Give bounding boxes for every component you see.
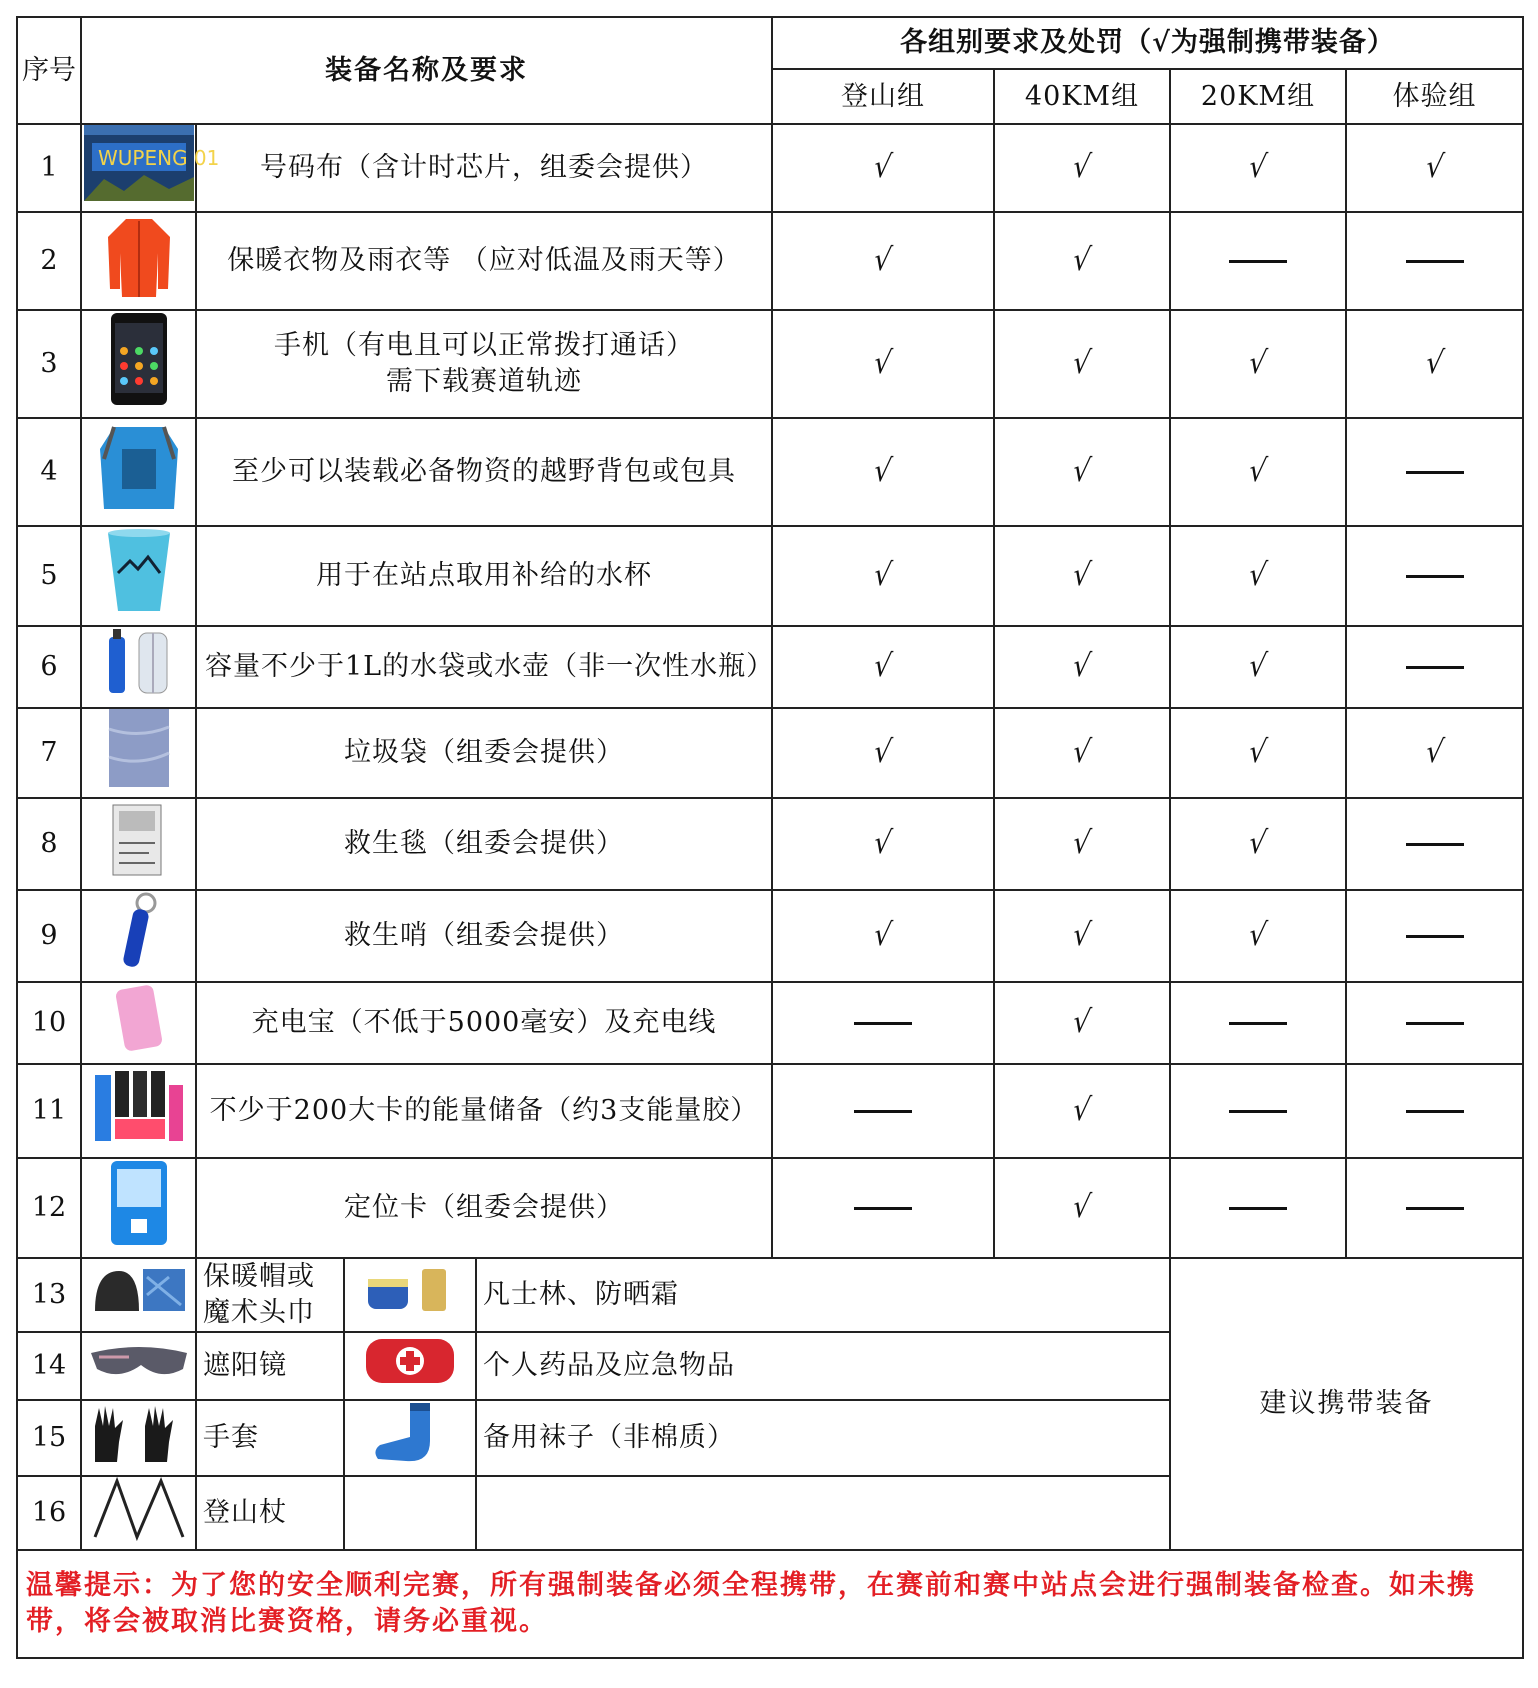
- not-required-dash: [1229, 1110, 1287, 1113]
- not-required-dash: [1406, 666, 1464, 669]
- suggested-equipment-label: 建议携带装备: [1170, 1258, 1523, 1550]
- equipment-name: [196, 1158, 772, 1258]
- emergency-blanket-icon: [82, 799, 195, 889]
- mark-experience: [1346, 890, 1523, 982]
- equipment-image: [81, 626, 196, 708]
- not-required-dash: [1229, 1022, 1287, 1025]
- mark-20km: [1170, 798, 1346, 890]
- not-required-dash: [1406, 471, 1464, 474]
- mark-climbing: [772, 124, 994, 212]
- equipment-name: [196, 526, 772, 626]
- equipment-name-text: 救生毯（组委会提供）: [344, 828, 624, 859]
- mark-experience: [1346, 124, 1523, 212]
- equipment-row: [17, 310, 1523, 418]
- check-mark-icon: √: [1246, 825, 1270, 862]
- equipment-name-note: 需下载赛道轨迹: [386, 366, 582, 397]
- equipment-name: [196, 310, 772, 418]
- whistle-icon: [82, 891, 195, 981]
- suggested-image: [81, 1400, 196, 1476]
- energy-gel-icon: [82, 1065, 195, 1157]
- mark-climbing: [772, 1158, 994, 1258]
- equipment-row: [17, 626, 1523, 708]
- row-number: 4: [17, 418, 81, 526]
- mark-experience: [1346, 626, 1523, 708]
- equipment-image: [81, 124, 219, 212]
- equipment-image: [81, 1064, 196, 1158]
- row-number: 10: [17, 982, 81, 1064]
- equipment-name-text: 定位卡（组委会提供）: [344, 1192, 624, 1223]
- equipment-row: [17, 1158, 1523, 1258]
- equipment-name: [196, 124, 772, 212]
- suggested-image: [81, 1258, 196, 1332]
- mark-20km: [1170, 626, 1346, 708]
- mark-20km: [1170, 982, 1346, 1064]
- mark-20km: [1170, 212, 1346, 310]
- equipment-name-text: 至少可以装载必备物资的越野背包或包具: [232, 456, 736, 487]
- jacket-icon: [82, 213, 195, 309]
- suggested-name: 遮阳镜: [196, 1332, 344, 1400]
- mark-20km: [1170, 124, 1346, 212]
- equipment-name-text: 垃圾袋（组委会提供）: [344, 737, 624, 768]
- mark-40km: [994, 418, 1170, 526]
- suggested-image: [81, 1476, 196, 1550]
- equipment-name: [196, 212, 772, 310]
- equipment-name: [196, 626, 775, 708]
- item-header: 装备名称及要求: [81, 17, 772, 124]
- check-mark-icon: √: [1070, 917, 1094, 954]
- suggested-name: 凡士林、防晒霜: [476, 1258, 1170, 1332]
- gloves-icon: [82, 1402, 195, 1474]
- not-required-dash: [854, 1207, 912, 1210]
- mark-experience: [1346, 1158, 1523, 1258]
- equipment-image: [81, 708, 196, 798]
- equipment-row: [17, 708, 1523, 798]
- check-mark-icon: √: [871, 917, 895, 954]
- mark-climbing: [772, 526, 994, 626]
- trekking-poles-icon: [82, 1477, 195, 1549]
- check-mark-icon: √: [1246, 557, 1270, 594]
- not-required-dash: [854, 1022, 912, 1025]
- mark-climbing: [772, 982, 994, 1064]
- equipment-image: [81, 212, 196, 310]
- equipment-name-text: 救生哨（组委会提供）: [344, 920, 624, 951]
- row-number: 8: [17, 798, 81, 890]
- check-mark-icon: √: [871, 149, 895, 186]
- check-mark-icon: √: [1423, 149, 1446, 186]
- group-header-20km: 20KM组: [1170, 69, 1346, 124]
- mark-climbing: [772, 626, 994, 708]
- mark-40km: [994, 310, 1170, 418]
- mark-climbing: [772, 418, 994, 526]
- svg-text:WUPENG 01: WUPENG 01: [97, 146, 219, 170]
- row-number: 1: [17, 124, 81, 212]
- mark-40km: [994, 798, 1170, 890]
- mark-40km: [994, 526, 1170, 626]
- mark-20km: [1170, 526, 1346, 626]
- check-mark-icon: √: [1070, 1189, 1094, 1226]
- suggested-name: 备用袜子（非棉质）: [476, 1400, 1170, 1476]
- race-bib-icon: [82, 125, 219, 211]
- not-required-dash: [1229, 260, 1287, 263]
- check-mark-icon: √: [871, 345, 895, 382]
- mark-experience: [1346, 708, 1523, 798]
- not-required-dash: [1406, 843, 1464, 846]
- equipment-image: [81, 982, 196, 1064]
- row-number: 14: [17, 1332, 81, 1400]
- row-number: 16: [17, 1476, 81, 1550]
- mark-20km: [1170, 708, 1346, 798]
- equipment-name: [196, 1064, 772, 1158]
- row-number: 13: [17, 1258, 81, 1332]
- equipment-row: [17, 982, 1523, 1064]
- equipment-row: [17, 1064, 1523, 1158]
- equipment-image: [81, 310, 196, 418]
- power-bank-icon: [82, 983, 195, 1063]
- mark-climbing: [772, 1064, 994, 1158]
- group-header-40km: 40KM组: [994, 69, 1170, 124]
- groups-title: 各组别要求及处罚（√为强制携带装备）: [772, 17, 1523, 69]
- seq-header: 序号: [17, 17, 81, 124]
- mark-experience: [1346, 526, 1523, 626]
- row-number: 15: [17, 1400, 81, 1476]
- mark-20km: [1170, 890, 1346, 982]
- equipment-name-text: 容量不少于1L的水袋或水壶（非一次性水瓶）: [205, 651, 775, 682]
- mark-climbing: [772, 310, 994, 418]
- not-required-dash: [1229, 1207, 1287, 1210]
- check-mark-icon: √: [871, 242, 895, 279]
- warning-notice: 温馨提示：为了您的安全顺利完赛，所有强制装备必须全程携带，在赛前和赛中站点会进行强制装备检查。如未携带，将会被取消比赛资格，请务必重视。: [17, 1550, 1523, 1658]
- row-number: 2: [17, 212, 81, 310]
- suggested-row: [17, 1258, 1523, 1332]
- equipment-name: [196, 890, 772, 982]
- equipment-name: [196, 708, 772, 798]
- sunscreen-icon: [345, 1265, 475, 1325]
- check-mark-icon: √: [1423, 734, 1446, 771]
- mark-climbing: [772, 890, 994, 982]
- not-required-dash: [1406, 1022, 1464, 1025]
- gps-card-icon: [82, 1159, 195, 1257]
- check-mark-icon: √: [1246, 453, 1270, 490]
- suggested-image: [344, 1332, 476, 1400]
- equipment-name: [196, 418, 772, 526]
- mark-40km: [994, 890, 1170, 982]
- equipment-image: [81, 1158, 196, 1258]
- suggested-image: [344, 1400, 476, 1476]
- row-number: 11: [17, 1064, 81, 1158]
- check-mark-icon: √: [1246, 648, 1270, 685]
- check-mark-icon: √: [1423, 345, 1446, 382]
- mark-experience: [1346, 418, 1523, 526]
- equipment-image: [81, 526, 196, 626]
- row-number: 7: [17, 708, 81, 798]
- beanie-icon: [82, 1265, 195, 1325]
- mark-20km: [1170, 418, 1346, 526]
- not-required-dash: [1406, 935, 1464, 938]
- row-number: 9: [17, 890, 81, 982]
- check-mark-icon: √: [1246, 345, 1270, 382]
- check-mark-icon: √: [1070, 149, 1094, 186]
- mark-experience: [1346, 212, 1523, 310]
- equipment-row: [17, 212, 1523, 310]
- suggested-name: 登山杖: [196, 1476, 344, 1550]
- row-number: 3: [17, 310, 81, 418]
- equipment-name-text: 用于在站点取用补给的水杯: [316, 560, 652, 591]
- equipment-row: [17, 418, 1523, 526]
- check-mark-icon: √: [1246, 917, 1270, 954]
- equipment-name: [196, 982, 772, 1064]
- equipment-image: [81, 798, 196, 890]
- equipment-image: [81, 418, 196, 526]
- not-required-dash: [1406, 1110, 1464, 1113]
- check-mark-icon: √: [871, 557, 895, 594]
- suggested-image: [81, 1332, 196, 1400]
- equipment-name-text: 保暖衣物及雨衣等 （应对低温及雨天等）: [227, 245, 741, 276]
- group-header-experience: 体验组: [1346, 69, 1523, 124]
- check-mark-icon: √: [1070, 1004, 1094, 1041]
- mark-20km: [1170, 1064, 1346, 1158]
- check-mark-icon: √: [1070, 453, 1094, 490]
- backpack-icon: [82, 419, 195, 525]
- water-bottle-icon: [82, 627, 195, 707]
- mark-40km: [994, 212, 1170, 310]
- check-mark-icon: √: [1070, 242, 1094, 279]
- suggested-name: 保暖帽或魔术头巾: [196, 1258, 344, 1332]
- check-mark-icon: √: [871, 825, 895, 862]
- row-number: 6: [17, 626, 81, 708]
- mark-experience: [1346, 982, 1523, 1064]
- mark-40km: [994, 1158, 1170, 1258]
- mark-experience: [1346, 1064, 1523, 1158]
- equipment-name-text: 号码布（含计时芯片，组委会提供）: [260, 152, 708, 183]
- mark-experience: [1346, 310, 1523, 418]
- check-mark-icon: √: [871, 453, 895, 490]
- mark-climbing: [772, 212, 994, 310]
- mark-climbing: [772, 708, 994, 798]
- mark-40km: [994, 626, 1170, 708]
- check-mark-icon: √: [871, 734, 895, 771]
- check-mark-icon: √: [1070, 825, 1094, 862]
- equipment-table: [16, 16, 1524, 1659]
- suggested-image: [344, 1476, 476, 1550]
- equipment-image: [81, 890, 196, 982]
- not-required-dash: [1406, 260, 1464, 263]
- equipment-row: [17, 124, 1523, 212]
- sock-icon: [345, 1401, 475, 1475]
- equipment-name-text: 不少于200大卡的能量储备（约3支能量胶）: [209, 1095, 759, 1126]
- not-required-dash: [1406, 575, 1464, 578]
- equipment-row: [17, 526, 1523, 626]
- first-aid-kit-icon: [345, 1333, 475, 1399]
- sunglasses-icon: [82, 1339, 195, 1393]
- check-mark-icon: √: [1070, 345, 1094, 382]
- equipment-name: [196, 798, 772, 890]
- mark-experience: [1346, 798, 1523, 890]
- mark-20km: [1170, 310, 1346, 418]
- mark-40km: [994, 1064, 1170, 1158]
- row-number: 5: [17, 526, 81, 626]
- phone-icon: [82, 311, 195, 417]
- mark-40km: [994, 708, 1170, 798]
- not-required-dash: [854, 1110, 912, 1113]
- equipment-row: [17, 890, 1523, 982]
- equipment-name-text: 充电宝（不低于5000毫安）及充电线: [251, 1007, 717, 1038]
- check-mark-icon: √: [1070, 648, 1094, 685]
- mark-40km: [994, 982, 1170, 1064]
- row-number: 12: [17, 1158, 81, 1258]
- suggested-image: [344, 1258, 476, 1332]
- mark-climbing: [772, 798, 994, 890]
- cup-icon: [82, 527, 195, 625]
- equipment-row: [17, 798, 1523, 890]
- check-mark-icon: √: [1070, 1092, 1094, 1129]
- suggested-name: 个人药品及应急物品: [476, 1332, 1170, 1400]
- check-mark-icon: √: [1070, 557, 1094, 594]
- suggested-name: 手套: [196, 1400, 344, 1476]
- check-mark-icon: √: [1246, 734, 1270, 771]
- trash-bag-icon: [82, 709, 195, 797]
- check-mark-icon: √: [1070, 734, 1094, 771]
- check-mark-icon: √: [1246, 149, 1270, 186]
- suggested-name: [476, 1476, 1170, 1550]
- equipment-name-text: 手机（有电且可以正常拨打通话）: [274, 330, 694, 361]
- check-mark-icon: √: [871, 648, 895, 685]
- mark-40km: [994, 124, 1170, 212]
- group-header-climbing: 登山组: [772, 69, 994, 124]
- not-required-dash: [1406, 1207, 1464, 1210]
- mark-20km: [1170, 1158, 1346, 1258]
